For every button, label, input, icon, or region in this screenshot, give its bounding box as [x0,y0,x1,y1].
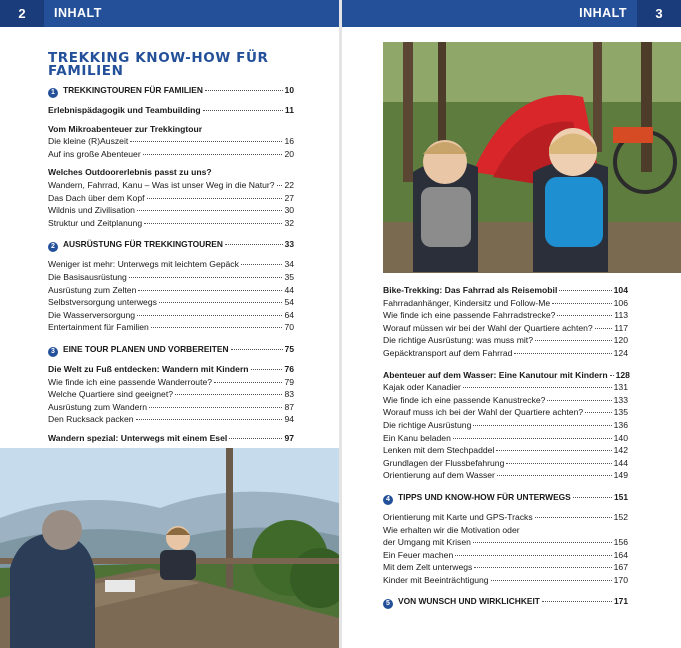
toc-entry[interactable] [383,347,628,360]
toc-page-number: 151 [614,491,628,502]
toc-entry-label [48,204,135,217]
toc-page-number: 70 [284,322,294,333]
toc-entry[interactable] [383,457,628,470]
toc-entry-label [48,309,135,322]
toc-entry-label [383,444,494,457]
toc-entry-label [383,549,453,562]
toc-entry-label [48,179,275,192]
toc-page-number: 170 [613,574,628,585]
toc-chapter-entry[interactable] [48,84,294,98]
toc-entry-label [383,432,451,445]
toc-entry[interactable] [48,204,294,217]
dot-leader [241,264,283,265]
toc-entry-title: VON WUNSCH UND WIRKLICHKEIT [398,596,540,607]
toc-entry-title: TIPPS UND KNOW-HOW FÜR UNTERWEGS [398,491,571,502]
toc-entry-label [48,388,173,401]
toc-entry-title: Die Wasserversorgung [48,309,136,320]
toc-entry-label [383,309,555,322]
toc-entry[interactable] [48,217,294,230]
toc-entry-title: AUSRÜSTUNG FÜR TREKKINGTOUREN [63,239,223,250]
toc-entry-label [48,376,212,389]
toc-entry-label [383,334,533,347]
toc-page-number: 75 [284,343,294,354]
toc-entry-title: Die richtige Ausrüstung [383,419,472,430]
toc-entry-title: Die kleine (R)Auszeit [48,136,129,147]
toc-entry-title: Gepäcktransport auf dem Fahrrad [383,347,513,358]
toc-entry-label [48,192,145,205]
toc-entry-label [48,363,249,376]
dot-leader [149,407,282,408]
left-header-bar [0,0,339,27]
toc-chapter-entry[interactable] [48,238,294,252]
toc-entry[interactable] [383,536,628,549]
mountain-picnic-photo [0,448,339,648]
toc-entry[interactable] [48,401,294,414]
dot-leader [175,394,282,395]
toc-page-number: 171 [614,596,628,607]
toc-page-number: 136 [613,419,628,430]
toc-entry[interactable] [48,388,294,401]
toc-page-number: 128 [615,369,630,380]
toc-right-list [383,284,628,609]
toc-entry-title: Wildnis und Zivilisation [48,205,135,216]
toc-entry-title: Worauf muss ich bei der Wahl der Quartiere achten? [383,407,584,418]
toc-entry[interactable] [48,179,294,192]
dot-leader [473,425,611,426]
toc-entry[interactable] [383,432,628,445]
toc-entry-title: Worauf müssen wir bei der Wahl der Quartiere achten? [383,322,593,333]
dot-leader [474,567,611,568]
toc-page-number: 76 [284,363,294,374]
dot-leader [137,210,283,211]
toc-entry-title: Ein Kanu beladen [383,432,451,443]
toc-entry-label [383,284,557,297]
family-camping-illustration [383,42,681,273]
toc-entry-title: Entertainment für Familien [48,322,149,333]
dot-leader [514,353,611,354]
toc-page-number: 133 [613,394,628,405]
toc-page-number: 87 [284,401,294,412]
toc-entry-label [48,135,128,148]
toc-entry-title: Selbstversorgung unterwegs [48,297,157,308]
toc-entry[interactable] [48,192,294,205]
dot-leader [231,349,283,350]
toc-chapter-entry[interactable] [383,595,628,609]
toc-entry-title: Den Rucksack packen [48,414,134,425]
toc-page-number: 104 [613,285,628,295]
toc-entry-label [383,297,550,310]
toc-page-number: 64 [284,309,294,320]
spacer [383,586,628,595]
dot-leader [573,497,612,498]
toc-entry-label [48,217,142,230]
toc-page-number: 120 [613,335,628,346]
toc-title: TREKKING KNOW-HOW FÜR FAMILIEN [48,50,269,79]
toc-section-heading: Vom Mikroabenteuer zur Trekkingtour [48,123,203,134]
toc-page-number: 94 [284,414,294,425]
toc-page-number: 54 [284,297,294,308]
toc-entry-title: Kinder mit Beeinträchtigung [383,574,489,585]
toc-page-number: 124 [613,347,628,358]
dot-leader [151,327,283,328]
toc-entry-title: Wie finde ich eine passende Kanustrecke? [383,394,546,405]
toc-entry-title: Abenteuer auf dem Wasser: Eine Kanutour mit Kindern [383,369,608,380]
dot-leader [463,387,612,388]
toc-entry[interactable] [383,419,628,432]
dot-leader [491,580,612,581]
chapter-number-badge: 4 [383,495,393,505]
dot-leader [225,244,283,245]
toc-entry-label [48,271,127,284]
toc-entry-title: Orientierung auf dem Wasser [383,470,495,481]
toc-chapter-entry[interactable] [383,491,628,505]
dot-leader [496,450,611,451]
toc-entry-label [383,457,504,470]
dot-leader [214,382,282,383]
spacer [48,229,294,238]
dot-leader [497,475,612,476]
toc-page-number: 16 [284,136,294,147]
toc-entry[interactable] [383,574,628,587]
toc-entry-title: Orientierung mit Karte und GPS-Tracks [383,511,533,522]
dot-leader [229,438,282,439]
toc-entry[interactable] [383,369,628,382]
toc-page-number: 44 [284,284,294,295]
toc-page-number: 167 [613,562,628,573]
toc-left-column [48,52,294,444]
toc-entry[interactable] [383,406,628,419]
toc-page-number: 113 [614,310,628,321]
spacer [383,360,628,369]
toc-page-number: 27 [284,192,294,203]
toc-entry-label [383,347,512,360]
dot-leader [557,315,612,316]
toc-entry-label [48,104,201,117]
toc-entry-title: Die Welt zu Fuß entdecken: Wandern mit Kindern [48,363,249,374]
chapter-number-badge: 5 [383,599,393,609]
dot-leader [535,517,612,518]
toc-entry[interactable] [48,432,294,445]
toc-page-number: 22 [284,179,294,190]
toc-entry-label [48,343,229,356]
dot-leader [473,542,612,543]
toc-entry-label [48,258,239,271]
toc-entry[interactable] [48,284,294,297]
dot-leader [277,185,283,186]
dot-leader [453,438,612,439]
toc-page-number: 106 [613,297,628,308]
toc-entry-label [383,369,608,382]
dot-leader [136,419,283,420]
toc-entry[interactable] [383,297,628,310]
toc-page-number: 152 [613,511,628,522]
left-page-number: 2 [0,0,44,27]
toc-entry-label [383,536,471,549]
toc-page-number: 149 [613,470,628,481]
dot-leader [455,555,611,556]
toc-left-list [48,84,294,444]
toc-page-number: 156 [613,537,628,548]
family-camping-photo [383,42,681,273]
toc-page-number: 30 [284,205,294,216]
toc-entry-title: Mit dem Zelt unterwegs [383,562,473,573]
dot-leader [143,154,283,155]
toc-entry[interactable] [383,511,628,524]
toc-page-number: 35 [284,271,294,282]
toc-entry-title: Welche Quartiere sind geeignet? [48,389,174,400]
toc-entry-label [383,322,593,335]
toc-right-column [383,284,628,609]
toc-entry[interactable] [48,296,294,309]
spacer [48,334,294,343]
toc-page-number: 164 [613,549,628,560]
dot-leader [542,601,612,602]
dot-leader [144,223,282,224]
dot-leader [506,463,611,464]
chapter-number-badge: 2 [48,242,58,252]
dot-leader [559,290,611,291]
toc-page-number: 34 [284,259,294,270]
toc-page-number: 140 [613,432,628,443]
toc-entry-label [48,284,136,297]
toc-page-number: 117 [614,322,628,333]
toc-entry-title: Ausrüstung zum Zelten [48,284,137,295]
toc-entry[interactable] [383,322,628,335]
toc-entry[interactable] [383,334,628,347]
toc-chapter-entry[interactable] [48,343,294,357]
toc-entry-label [383,561,472,574]
toc-entry-title: Grundlagen der Flussbefahrung [383,457,505,468]
toc-entry[interactable] [383,381,628,394]
toc-entry[interactable] [48,321,294,334]
toc-page-number: 20 [284,148,294,159]
toc-page-number: 142 [613,445,628,456]
toc-entry-label [48,296,157,309]
toc-entry-label [383,491,571,504]
toc-section-heading: Welches Outdoorerlebnis passt zu uns? [48,167,212,178]
right-running-title: INHALT [579,6,627,20]
toc-entry-title: der Umgang mit Krisen [383,537,471,548]
toc-entry[interactable] [48,271,294,284]
toc-entry-title: EINE TOUR PLANEN UND VORBEREITEN [63,343,229,354]
toc-entry[interactable] [48,135,294,148]
book-gutter [339,0,342,648]
toc-entry-title: Wandern, Fahrrad, Kanu – Was ist unser Weg in die Natur? [48,179,275,190]
toc-entry-label [383,595,540,608]
dot-leader [203,110,283,111]
dot-leader [138,290,282,291]
toc-entry[interactable] [383,549,628,562]
toc-entry-title: Wie finde ich eine passende Fahrradstrecke? [383,310,556,321]
toc-entry[interactable] [48,258,294,271]
dot-leader [251,369,283,370]
toc-entry-label [383,394,545,407]
toc-entry-title: Lenken mit dem Stechpaddel [383,445,495,456]
toc-entry-title: Auf ins große Abenteuer [48,148,141,159]
dot-leader [552,303,611,304]
mountain-picnic-illustration [0,448,339,648]
right-page-number: 3 [637,0,681,27]
toc-page-number: 79 [284,376,294,387]
toc-entry[interactable] [383,309,628,322]
toc-entry-label [48,238,223,251]
toc-entry-label [48,321,149,334]
toc-page-number: 11 [284,105,294,115]
toc-entry-title: Die richtige Ausrüstung: was muss mit? [383,335,533,346]
toc-page-number: 32 [284,217,294,228]
left-running-title: INHALT [54,6,102,20]
toc-entry-title: Bike-Trekking: Das Fahrrad als Reisemobil [383,285,558,295]
toc-entry[interactable] [383,284,628,297]
toc-entry-label [48,432,227,445]
toc-entry[interactable] [383,469,628,482]
toc-entry[interactable] [48,104,294,117]
toc-entry-title: Wie finde ich eine passende Wanderroute? [48,376,213,387]
dot-leader [129,277,283,278]
spacer [383,482,628,491]
toc-entry-label [383,381,461,394]
toc-entry-title: Fahrradanhänger, Kindersitz und Follow-Me [383,297,551,308]
right-header-bar [342,0,681,27]
toc-entry-label [48,401,147,414]
toc-page-number: 97 [284,432,294,443]
toc-entry[interactable] [48,413,294,426]
toc-page-number: 33 [284,239,294,250]
toc-page-number: 144 [613,457,628,468]
toc-entry-title: Weniger ist mehr: Unterwegs mit leichtem Gepäck [48,259,239,270]
dot-leader [585,412,612,413]
dot-leader [130,141,282,142]
dot-leader [535,340,612,341]
toc-entry-title: Erlebnispädagogik und Teambuilding [48,105,201,115]
toc-entry-title: TREKKINGTOUREN FÜR FAMILIEN [63,85,203,95]
toc-entry-label [383,406,583,419]
toc-entry-label [383,511,533,524]
dot-leader [205,90,283,91]
toc-page-number: 83 [284,389,294,400]
toc-entry-title: Das Dach über dem Kopf [48,192,145,203]
toc-entry[interactable] [383,561,628,574]
toc-entry[interactable] [48,363,294,376]
dot-leader [159,302,283,303]
dot-leader [595,328,613,329]
toc-entry-label [383,469,495,482]
dot-leader [547,400,611,401]
toc-page-number: 131 [613,382,628,393]
toc-entry-text: Wie erhalten wir die Motivation oder [383,524,520,535]
toc-page-number: 10 [284,85,294,95]
toc-entry-label [48,84,203,97]
toc-entry-label [48,148,141,161]
toc-entry[interactable] [48,376,294,389]
toc-entry-title: Ausrüstung zum Wandern [48,401,148,412]
toc-entry[interactable] [383,394,628,407]
toc-entry-title: Kajak oder Kanadier [383,382,461,393]
toc-entry-title: Wandern spezial: Unterwegs mit einem Esel [48,432,228,443]
toc-entry-label [48,413,134,426]
dot-leader [137,315,282,316]
chapter-number-badge: 1 [48,88,58,98]
toc-entry-title: Struktur und Zeitplanung [48,217,143,228]
toc-entry[interactable] [383,444,628,457]
toc-entry[interactable] [48,148,294,161]
chapter-number-badge: 3 [48,347,58,357]
toc-page-number: 135 [613,407,628,418]
toc-entry-label [383,419,471,432]
toc-entry[interactable] [48,309,294,322]
dot-leader [610,375,614,376]
toc-entry-title: Die Basisausrüstung [48,271,127,282]
toc-entry-title: Ein Feuer machen [383,549,454,560]
toc-entry-label [383,574,489,587]
dot-leader [147,198,283,199]
